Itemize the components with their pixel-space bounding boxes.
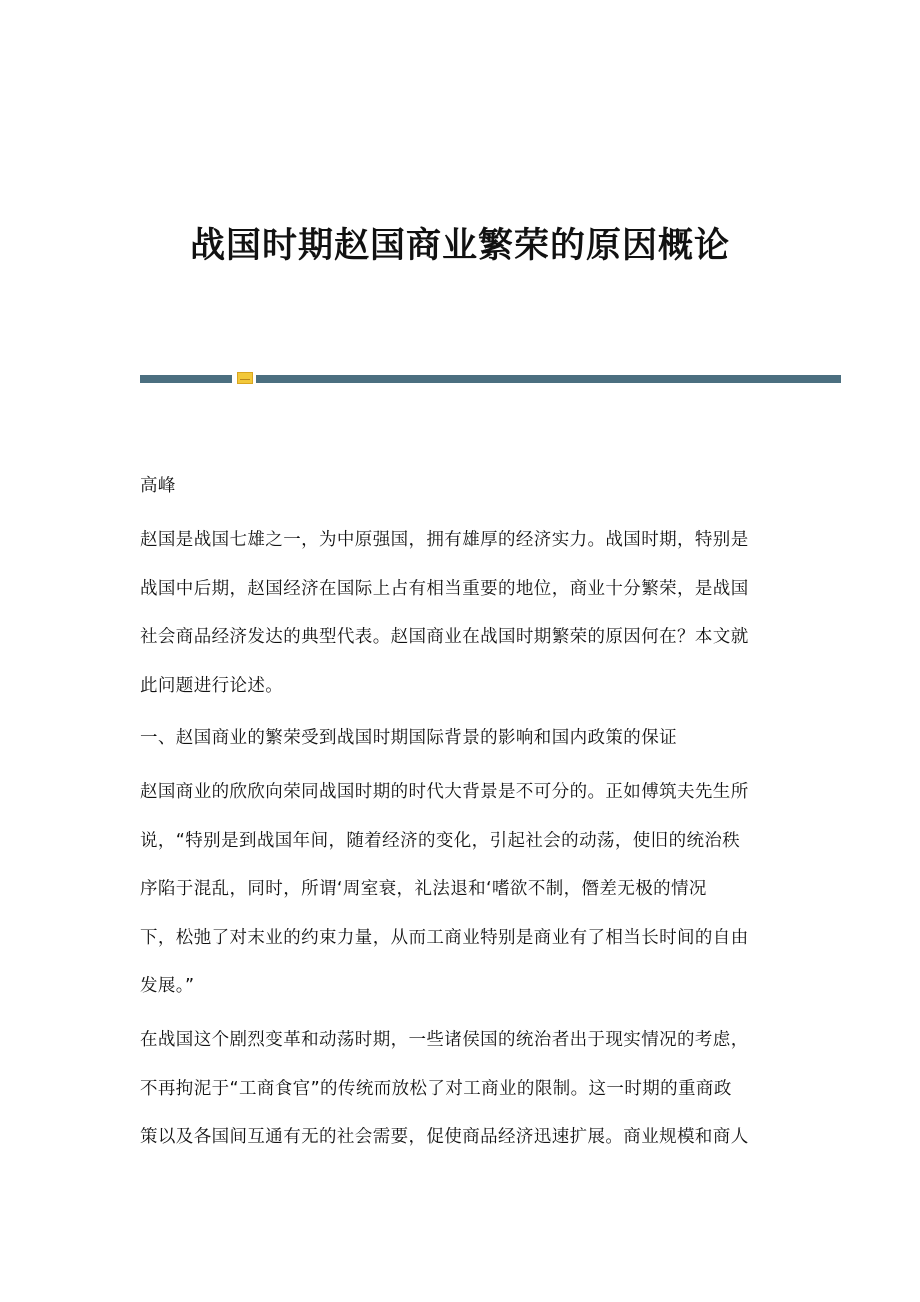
- text-line: 发展。”: [140, 976, 195, 996]
- text-line: 说，“特别是到战国年间，随着经济的变化，引起社会的动荡，使旧的统治秩: [140, 830, 741, 851]
- text-line: 策以及各国间互通有无的社会需要，促使商品经济迅速扩展。商业规模和商人: [140, 1127, 749, 1147]
- title-divider-left: [140, 375, 232, 383]
- paragraph-policy: [140, 1028, 780, 1174]
- text-line: 社会商品经济发达的典型代表。赵国商业在战国时期繁荣的原因何在？本文就: [140, 627, 749, 647]
- text-line: 序陷于混乱，同时，所谓‘周室衰，礼法退和‘嗜欲不制，僭差无极的情况: [140, 879, 707, 899]
- text-line: 此问题进行论述。: [140, 675, 284, 696]
- section-heading-text: 一、赵国商业的繁荣受到战国时期国际背景的影响和国内政策的保证: [140, 728, 677, 748]
- text-line: 赵国商业的欣欣向荣同战国时期的时代大背景是不可分的。正如傅筑夫先生所: [140, 782, 749, 802]
- text-line: 下，松弛了对末业的约束力量，从而工商业特别是商业有了相当长时间的自由: [140, 927, 749, 948]
- text-line: 赵国是战国七雄之一，为中原强国，拥有雄厚的经济实力。战国时期，特别是: [140, 530, 749, 550]
- document-title: 战国时期赵国商业繁荣的原因概论: [189, 225, 730, 266]
- text-line: 在战国这个剧烈变革和动荡时期，一些诸侯国的统治者出于现实情况的考虑，: [140, 1030, 749, 1050]
- text-line: 不再拘泥于“工商食官”的传统而放松了对工商业的限制。这一时期的重商政: [140, 1078, 732, 1099]
- author: [140, 474, 780, 523]
- paragraph-background: [140, 780, 780, 1023]
- text-line: 战国中后期，赵国经济在国际上占有相当重要的地位，商业十分繁荣，是战国: [140, 578, 749, 599]
- title-divider-right: [256, 375, 841, 383]
- envelope-icon: [237, 372, 253, 384]
- paragraph-intro: [140, 528, 780, 722]
- author-name: 高峰: [140, 476, 176, 496]
- section-heading: [140, 726, 780, 775]
